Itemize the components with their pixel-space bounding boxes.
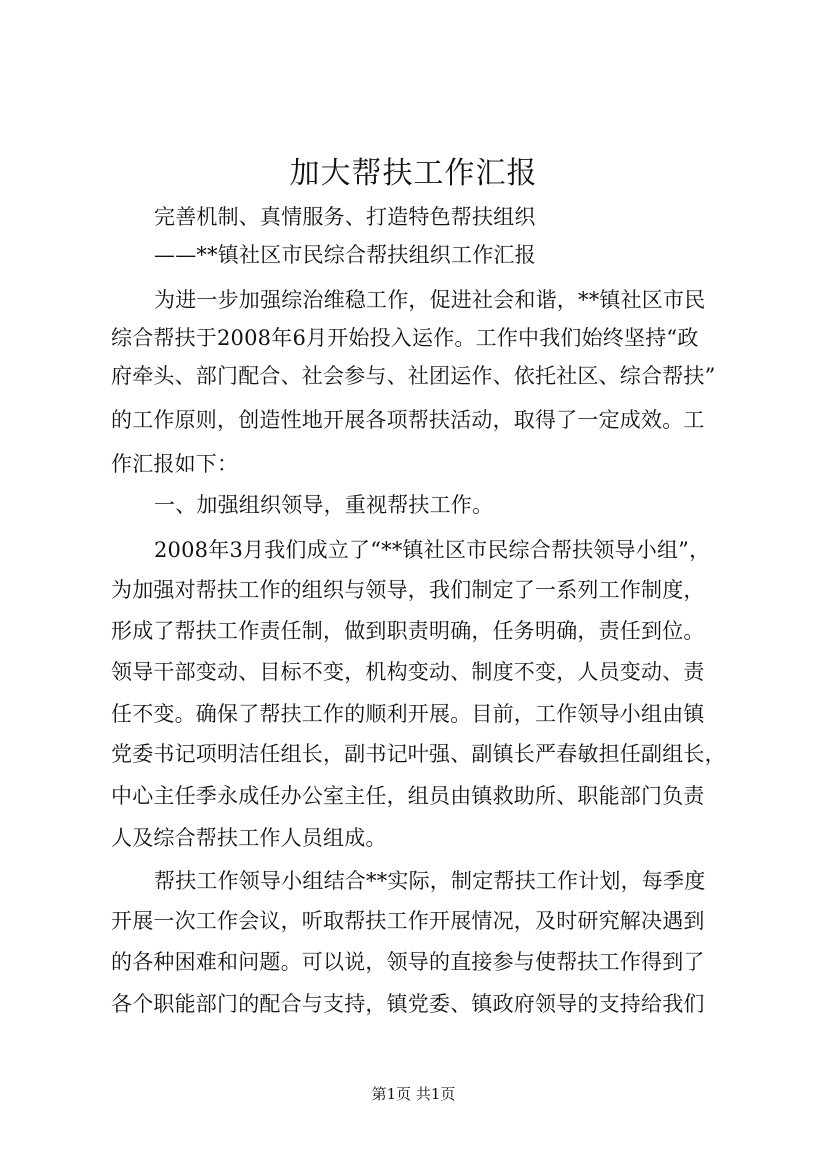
paragraph-line: 任不变。确保了帮扶工作的顺利开展。目前，工作领导小组由镇 <box>111 702 705 726</box>
subtitle-line: ——**镇社区市民综合帮扶组织工作汇报 <box>154 243 536 267</box>
paragraph-line: 2008年3月我们成立了“**镇社区市民综合帮扶领导小组”， <box>154 538 711 562</box>
paragraph-line: 府牵头、部门配合、社会参与、社团运作、依托社区、综合帮扶” <box>111 364 716 388</box>
subtitle-line: 完善机制、真情服务、打造特色帮扶组织 <box>154 205 536 229</box>
document-title: 加大帮扶工作汇报 <box>289 156 538 191</box>
paragraph-line: 为进一步加强综治维稳工作，促进社会和谐，**镇社区市民 <box>154 288 706 312</box>
paragraph-line: 形成了帮扶工作责任制，做到职责明确，任务明确，责任到位。 <box>111 619 705 643</box>
page-number-footer: 第1页 共1页 <box>371 1085 456 1103</box>
paragraph-line: 中心主任季永成任办公室主任，组员由镇救助所、职能部门负责 <box>111 784 705 808</box>
paragraph-line: 综合帮扶于2008年6月开始投入运作。工作中我们始终坚持“政 <box>111 326 699 350</box>
paragraph-line: 作汇报如下： <box>111 452 239 476</box>
paragraph-line: 人及综合帮扶工作人员组成。 <box>111 826 387 850</box>
paragraph-line: 帮扶工作领导小组结合**实际，制定帮扶工作计划，每季度 <box>154 869 706 893</box>
paragraph-line: 的工作原则，创造性地开展各项帮扶活动，取得了一定成效。工 <box>111 408 705 432</box>
paragraph-line: 为加强对帮扶工作的组织与领导，我们制定了一系列工作制度， <box>111 578 705 602</box>
paragraph-line: 的各种困难和问题。可以说，领导的直接参与使帮扶工作得到了 <box>111 950 705 974</box>
section-heading: 一、加强组织领导，重视帮扶工作。 <box>154 493 494 517</box>
paragraph-line: 领导干部变动、目标不变，机构变动、制度不变，人员变动、责 <box>111 660 705 684</box>
paragraph-line: 党委书记项明洁任组长，副书记叶强、副镇长严春敏担任副组长， <box>111 742 726 766</box>
paragraph-line: 开展一次工作会议，听取帮扶工作开展情况，及时研究解决遇到 <box>111 909 705 933</box>
paragraph-line: 各个职能部门的配合与支持，镇党委、镇政府领导的支持给我们 <box>111 992 705 1016</box>
